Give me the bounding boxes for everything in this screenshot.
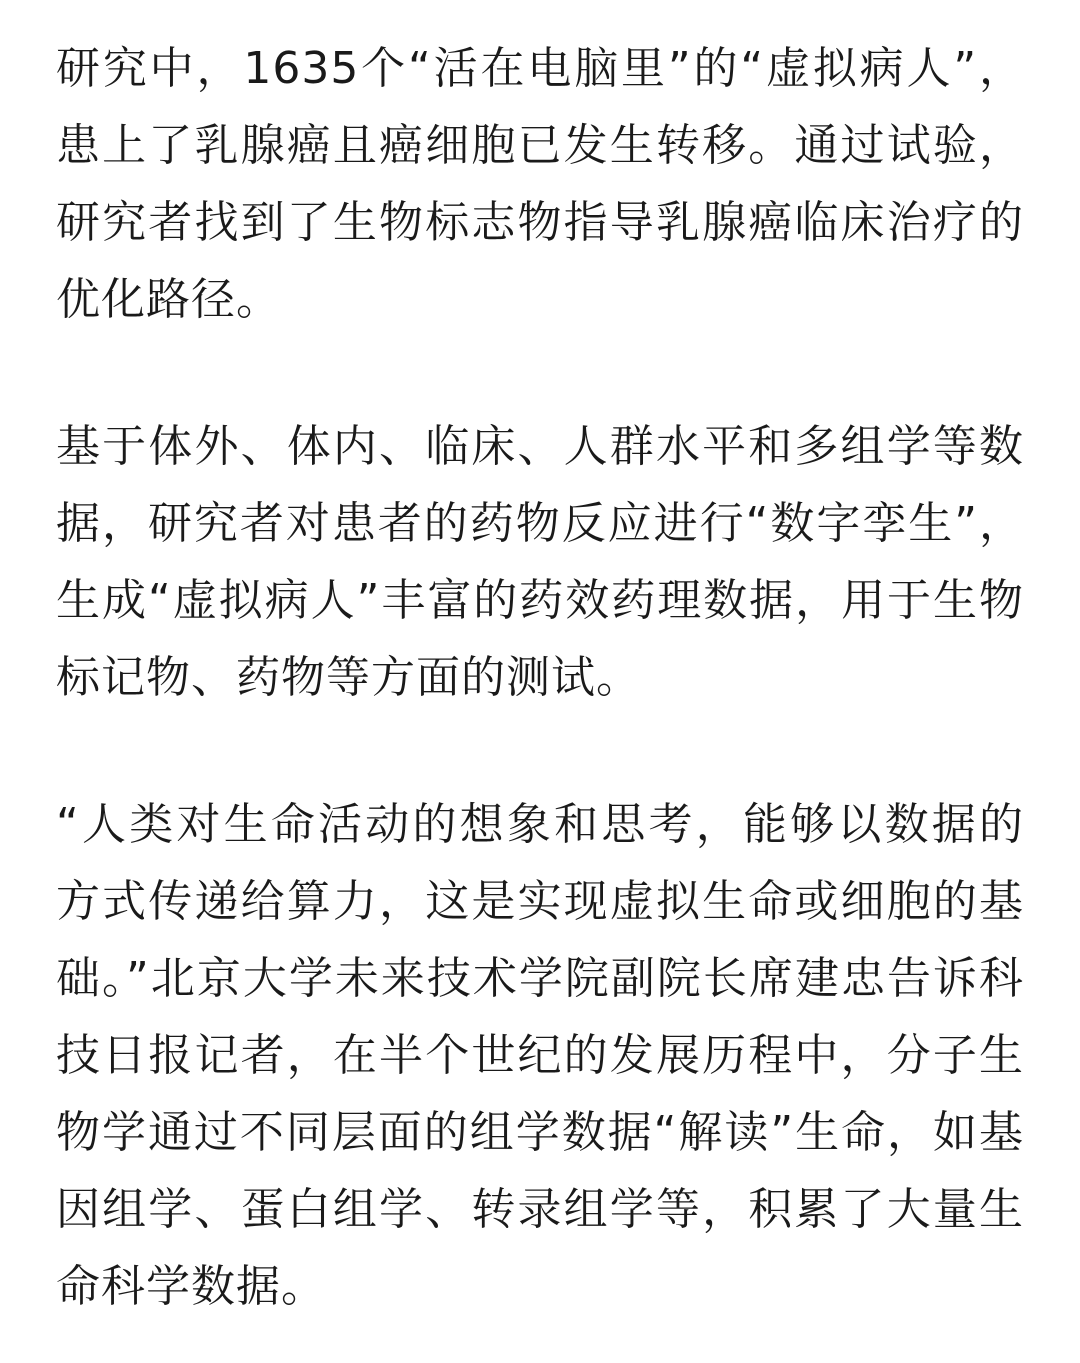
paragraph-expert-quote: “人类对生命活动的想象和思考，能够以数据的方式传递给算力，这是实现虚拟生命或细胞的基础。”北京大学未来技术学院副院长席建忠告诉科技日报记者，在半个世纪的发展历程中，分子生物学通过不同层面的组学数据“解读”生命，如基因组学、蛋白组学、转录组学等，积累了大量生命科学数据。 <box>56 799 1024 1312</box>
paragraph-virtual-patients: 研究中，1635个“活在电脑里”的“虚拟病人”，患上了乳腺癌且癌细胞已发生转移。通过试验，研究者找到了生物标志物指导乳腺癌临床治疗的优化路径。 <box>56 43 1024 325</box>
article-body <box>56 30 1024 1325</box>
paragraph-digital-twin: 基于体外、体内、临床、人群水平和多组学等数据，研究者对患者的药物反应进行“数字孪生”，生成“虚拟病人”丰富的药效药理数据，用于生物标记物、药物等方面的测试。 <box>56 421 1024 703</box>
